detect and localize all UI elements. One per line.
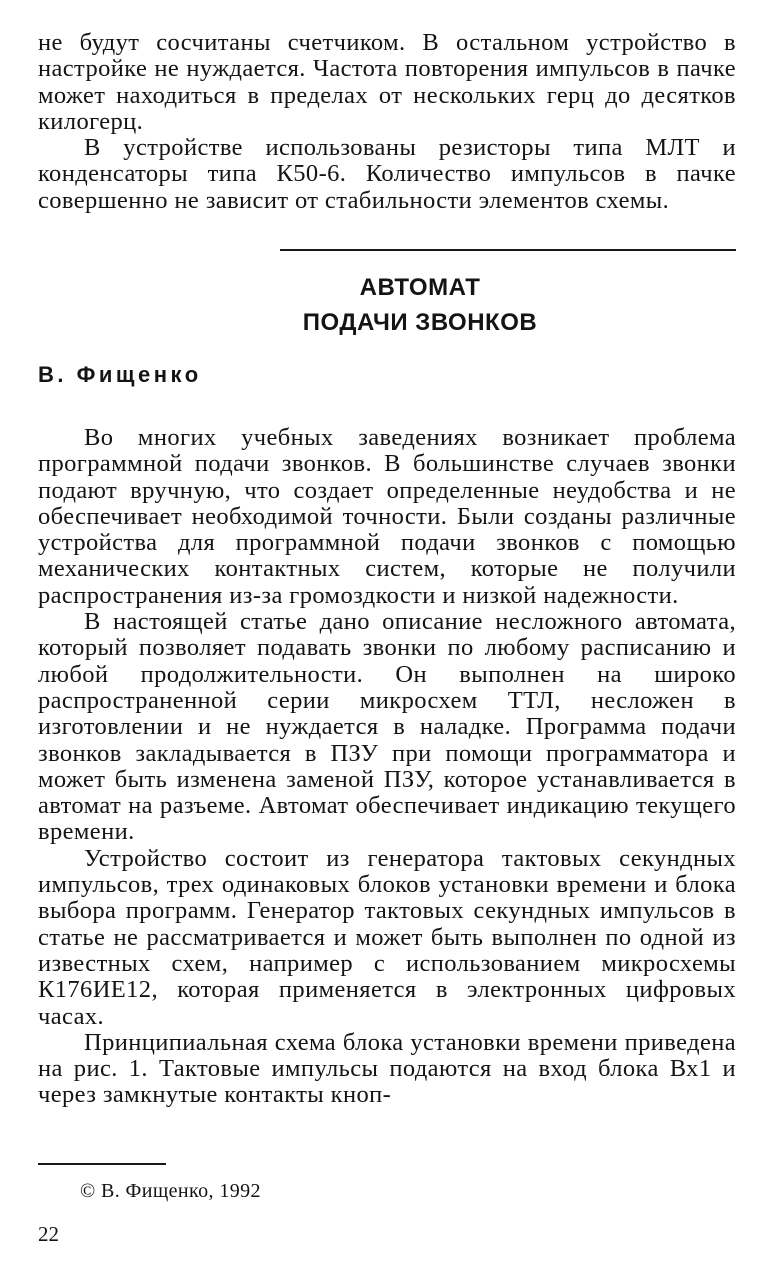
paragraph: В настоящей статье дано описание несложного автомата, который позволяет подавать звонки по любому расписанию и любой продолжительности. Он выполнен на широко распространенной серии микросхем ТТЛ, несложен в изготовлении и не нуждается в наладке. Программа подачи звонков закладывается в ПЗУ при помощи программатора и может быть изменена заменой ПЗУ, которое устанавливается в автомат на разъеме. Автомат обеспечивает индикацию текущего времени. (38, 608, 736, 846)
article-body (38, 425, 736, 1109)
page-number: 22 (38, 1222, 59, 1246)
paragraph: Устройство состоит из генератора тактовых секундных импульсов, трех одинаковых блоков установки времени и блока выбора программ. Генератор тактовых секундных импульсов в статье не рассматривается и может быть выполнен по одной из известных схем, например с использованием микросхемы К176ИЕ12, которая применяется в электронных цифровых часах. (38, 844, 736, 1030)
article-title-line-1: АВТОМАТ (359, 274, 481, 301)
paragraph: Принципиальная схема блока установки времени приведена на рис. 1. Тактовые импульсы подаются на вход блока Вх1 и через замкнутые контакты кноп- (38, 1028, 736, 1109)
paragraph: Во многих учебных заведениях возникает проблема программной подачи звонков. В большинстве случаев звонки подают вручную, что создает определенные неудобства и не обеспечивает необходимой точности. Были созданы различные устройства для программной подачи звонков с помощью механических контактных систем, которые не получили распространения из-за громоздкости и низкой надежности. (38, 424, 736, 609)
footnote-divider-rule (38, 1163, 166, 1165)
article-author: В. Фищенко (38, 362, 202, 387)
copyright-footnote: © В. Фищенко, 1992 (80, 1180, 261, 1202)
article-title-line-2: ПОДАЧИ ЗВОНКОВ (302, 309, 538, 336)
previous-article-ending (38, 30, 736, 214)
paragraph: не будут сосчитаны счетчиком. В остальном устройство в настройке не нуждается. Частота повторения импульсов в пачке может находиться в пределах от нескольких герц до десятков килогерц. (38, 29, 736, 135)
section-divider-rule (280, 249, 736, 251)
paragraph: В устройстве использованы резисторы типа МЛТ и конденсаторы типа К50-6. Количество импульсов в пачке совершенно не зависит от стабильности элементов схемы. (38, 134, 736, 214)
